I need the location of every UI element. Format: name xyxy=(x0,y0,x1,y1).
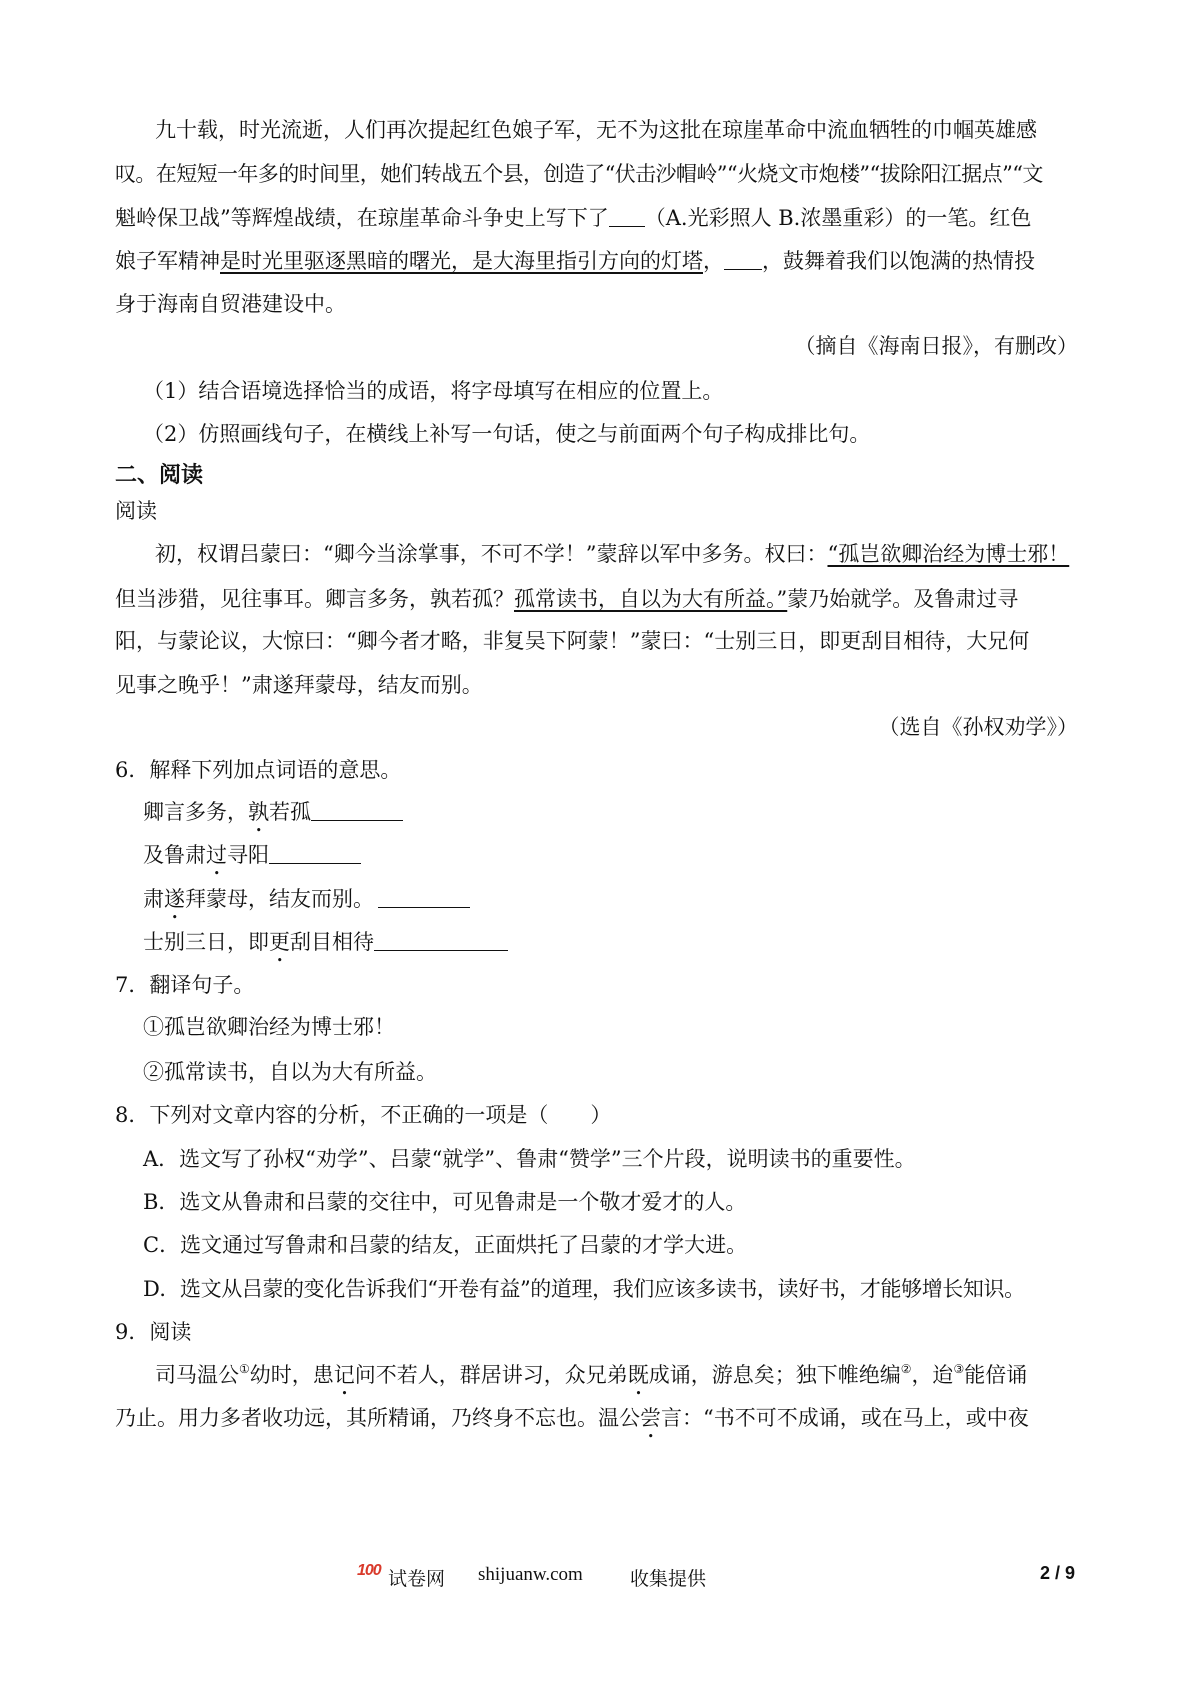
footnote-marker: ② xyxy=(900,1362,912,1376)
text: 能倍诵 xyxy=(964,1363,1028,1387)
text: 成诵，游息矣；独下帷绝编 xyxy=(648,1363,901,1387)
text: ，迨 xyxy=(911,1363,954,1387)
text: 司马温公 xyxy=(155,1363,239,1387)
site-logo: 100 xyxy=(357,1562,381,1579)
footer-note: 收集提供 xyxy=(630,1569,707,1590)
text: 乃止。用力多者收功远，其所精诵，乃终身不忘也。温公 xyxy=(115,1406,640,1430)
item-text: 士别三日，即 xyxy=(143,930,269,954)
footnote-marker: ① xyxy=(239,1362,250,1376)
underlined-sentence: 是时光里驱逐黑暗的曙光，是大海里指引方向的灯塔 xyxy=(220,249,703,273)
item-text: 拜蒙母，结友而别。 xyxy=(185,887,374,911)
dotted-word: 更 xyxy=(269,930,290,954)
question-6-title: 6．解释下列加点词语的意思。 xyxy=(115,758,402,782)
question-6-item-3 xyxy=(143,884,470,924)
footer-domain[interactable]: shijuanw.com xyxy=(478,1564,583,1585)
item-text: 肃 xyxy=(143,887,164,911)
item-text: 卿言多务， xyxy=(143,800,248,824)
answer-blank[interactable] xyxy=(269,841,361,864)
answer-blank[interactable] xyxy=(378,885,470,908)
question-8-option-a[interactable]: A．选文写了孙权“劝学”、吕蒙“就学”、鲁肃“赞学”三个片段，说明读书的重要性。 xyxy=(143,1147,916,1171)
fill-blank-idiom[interactable] xyxy=(609,204,645,227)
question-9-title: 9．阅读 xyxy=(115,1320,192,1344)
question-5-1: （1）结合语境选择恰当的成语，将字母填写在相应的位置上。 xyxy=(143,379,724,403)
passage1-line-5: 身于海南自贸港建设中。 xyxy=(115,292,346,316)
question-8-option-b[interactable]: B．选文从鲁肃和吕蒙的交往中，可见鲁肃是一个敬才爱才的人。 xyxy=(143,1190,747,1214)
passage2-line-3: 阳，与蒙论议，大惊曰：“卿今者才略，非复吴下阿蒙！”蒙曰：“士别三日，即更刮目相待，大兄何 xyxy=(115,629,1030,653)
question-8-option-d[interactable]: D．选文从吕蒙的变化告诉我们“开卷有益”的道理，我们应该多读书，读好书，才能够增长知识。 xyxy=(143,1277,1025,1301)
passage2-source: （选自《孙权劝学》） xyxy=(878,715,1078,739)
question-7-title: 7．翻译句子。 xyxy=(115,973,255,997)
passage1-line-1: 九十载，时光流逝，人们再次提起红色娘子军，无不为这批在琼崖革命中流血牺牲的巾帼英雄感 xyxy=(155,118,1037,142)
question-6-item-2 xyxy=(143,840,361,880)
answer-blank[interactable] xyxy=(311,798,403,821)
text: 言：“书不可不成诵，或在马上，或中夜 xyxy=(661,1406,1029,1430)
question-8-option-c[interactable]: C．选文通过写鲁肃和吕蒙的结友，正面烘托了吕蒙的才学大进。 xyxy=(143,1233,748,1257)
dotted-word: 遂 xyxy=(164,887,185,911)
dotted-word: 孰 xyxy=(248,800,269,824)
passage2-line-4: 见事之晚乎！”肃遂拜蒙母，结友而别。 xyxy=(115,673,483,697)
passage1-line-4-text-end: ，鼓舞着我们以饱满的热情投 xyxy=(762,249,1035,273)
passage2-line-2-text-end: 蒙乃始就学。及鲁肃过寻 xyxy=(787,587,1019,611)
passage2-line-1-text: 初，权谓吕蒙曰：“卿今当涂掌事，不可不学！”蒙辞以军中多务。权曰： xyxy=(155,542,828,566)
page-number: 2 / 9 xyxy=(1039,1563,1075,1583)
underlined-sentence-2: 孤常读书，自以为大有所益。” xyxy=(514,587,788,611)
passage2-line-1 xyxy=(155,539,1069,569)
text: 幼时，患 xyxy=(249,1363,334,1387)
section-heading: 二、阅读 xyxy=(115,463,204,488)
dotted-word: 过 xyxy=(206,843,227,867)
footer-site-name: 试卷网 xyxy=(388,1569,446,1590)
question-7-sentence-1: ①孤岂欲卿治经为博士邪！ xyxy=(143,1015,395,1039)
item-text: 及鲁肃 xyxy=(143,843,206,867)
underlined-sentence-1: “孤岂欲卿治经为博士邪！ xyxy=(827,542,1070,566)
question-9-line-1 xyxy=(155,1360,1027,1400)
dotted-word: 既 xyxy=(627,1363,649,1387)
passage1-line-2: 叹。在短短一年多的时间里，她们转战五个县，创造了“伏击沙帽岭”“火烧文市炮楼”“拔除阳江据点”“文 xyxy=(115,162,1043,186)
passage2-line-2 xyxy=(115,584,1018,614)
fill-blank-sentence[interactable] xyxy=(724,247,762,270)
passage1-line-3-options: （A.光彩照人 B.浓墨重彩）的一笔。红色 xyxy=(644,206,1032,230)
passage1-line-4-text: 娘子军精神 xyxy=(115,249,220,273)
question-9-line-2 xyxy=(115,1403,1029,1443)
passage1-line-3-text: 魁岭保卫战”等辉煌战绩，在琼崖革命斗争史上写下了 xyxy=(115,206,609,230)
item-text: 刮目相待 xyxy=(290,930,374,954)
answer-blank[interactable] xyxy=(374,928,508,951)
question-5-2: （2）仿照画线句子，在横线上补写一句话，使之与前面两个句子构成排比句。 xyxy=(143,422,871,446)
dotted-word: 尝 xyxy=(640,1406,661,1430)
section-label: 阅读 xyxy=(115,499,157,523)
dotted-word: 记 xyxy=(333,1363,355,1387)
passage1-line-3 xyxy=(115,203,1031,233)
passage1-line-4 xyxy=(115,246,1035,276)
passage2-line-2-text: 但当涉猎，见往事耳。卿言多务，孰若孤？ xyxy=(115,587,514,611)
question-7-sentence-2: ②孤常读书，自以为大有所益。 xyxy=(143,1060,437,1084)
comma: ， xyxy=(703,249,724,273)
passage1-source: （摘自《海南日报》，有删改） xyxy=(794,334,1078,358)
question-8-title: 8．下列对文章内容的分析，不正确的一项是（ ） xyxy=(115,1103,612,1127)
item-text: 寻阳 xyxy=(227,843,269,867)
text: 问不若人，群居讲习，众兄弟 xyxy=(354,1363,628,1387)
item-text: 若孤 xyxy=(269,800,311,824)
footnote-marker: ③ xyxy=(953,1362,965,1376)
question-6-item-1 xyxy=(143,797,403,837)
question-6-item-4 xyxy=(143,927,508,967)
